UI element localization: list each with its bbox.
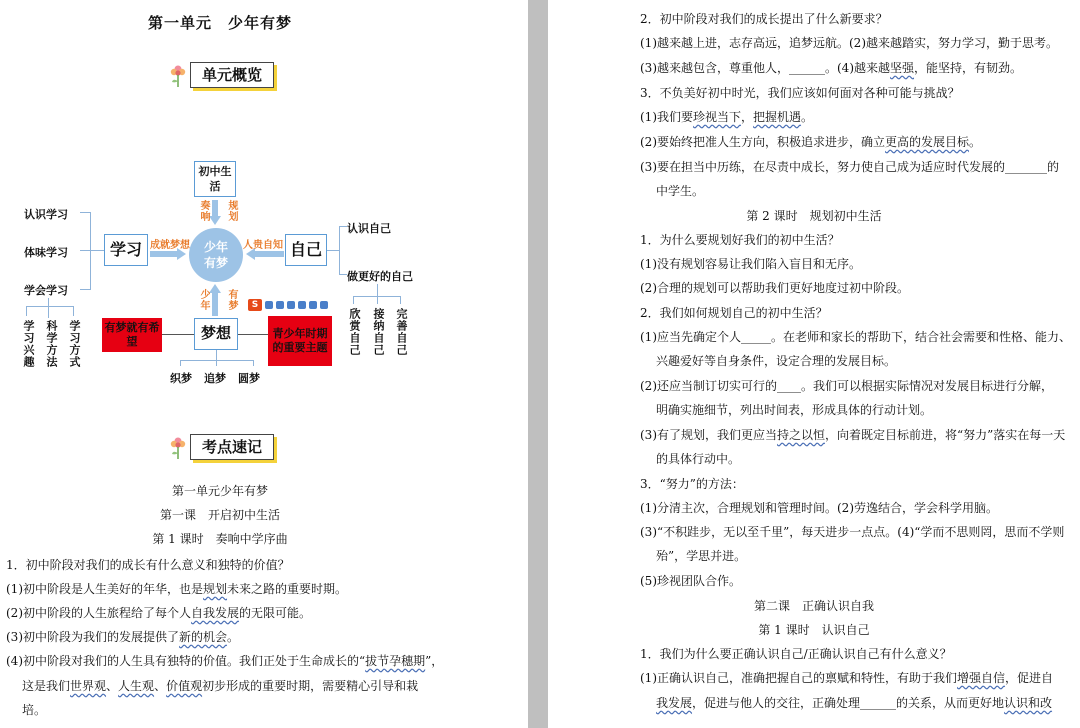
right-sub-item: 接纳自己 xyxy=(372,308,385,356)
flower-icon xyxy=(168,434,188,460)
diagram-center-circle xyxy=(189,228,243,282)
sogou-logo-icon[interactable]: S xyxy=(248,299,262,311)
answer-2-2: (3)越来越包含，尊重他人，______。(4)越来越坚强，能坚持，有韧劲。 xyxy=(640,61,1023,75)
toolbar-icon[interactable] xyxy=(320,301,328,309)
toolbar-icon[interactable] xyxy=(298,301,306,309)
period-heading: 第 1 课时 奏响中学序曲 xyxy=(152,532,288,546)
answer-1-4-end: 培。 xyxy=(22,703,47,717)
left-sub-item: 科学方法 xyxy=(45,320,58,368)
top-arrow-label-right: 规划 xyxy=(226,200,237,222)
answer-5-3-cont: 的具体行动中。 xyxy=(656,452,741,466)
top-arrow-label-left: 奏响 xyxy=(198,200,209,222)
red-highlight-right: 青少年时期的重要主题 xyxy=(268,316,332,366)
answer-1-1: (1)初中阶段是人生美好的年华，也是规划未来之路的重要时期。 xyxy=(6,582,348,596)
unit-title: 第一单元 少年有梦 xyxy=(147,14,292,32)
right-item: 做更好的自己 xyxy=(347,270,413,283)
right-sub-item: 欣赏自己 xyxy=(348,308,361,356)
left-item: 体味学习 xyxy=(24,246,68,259)
overview-banner xyxy=(168,60,274,90)
answer-6-2-cont: 殆”，学思并进。 xyxy=(656,549,747,563)
answer-5-3: (3)有了规划，我们更应当持之以恒，向着既定目标前进，将“努力”落实在每一天 xyxy=(640,428,1066,442)
left-item: 认识学习 xyxy=(24,208,68,221)
right-item: 认识自己 xyxy=(347,222,391,235)
key-points-banner xyxy=(168,432,274,462)
toolbar-icon[interactable] xyxy=(265,301,273,309)
question-1: 1．初中阶段对我们的成长有什么意义和独特的价值？ xyxy=(6,558,290,572)
left-sub-item: 学习方式 xyxy=(68,320,81,368)
bottom-item: 追梦 xyxy=(204,372,226,385)
diagram-top-box: 初中生活 xyxy=(194,161,236,197)
answer-6-2: (3)“不积跬步，无以至千里”，每天进步一点点。(4)“学而不思则罔，思而不学则 xyxy=(640,525,1065,539)
answer-4-2: (2)合理的规划可以帮助我们更好地度过初中阶段。 xyxy=(640,281,909,295)
floating-toolbar[interactable] xyxy=(248,299,328,311)
concept-diagram xyxy=(0,150,528,400)
left-item: 学会学习 xyxy=(24,284,68,297)
answer-5-1: (1)应当先确定个人_____。在老师和家长的帮助下，结合社会需要和性格、能力、 xyxy=(640,330,1072,344)
toolbar-icon[interactable] xyxy=(309,301,317,309)
diagram-left-box: 学习 xyxy=(104,234,148,266)
answer-1-4: (4)初中阶段对我们的人生具有独特的价值。我们正处于生命成长的“拔节孕穗期”， xyxy=(6,654,444,668)
answer-2-1: (1)越来越上进，志存高远，追梦远航。(2)越来越踏实，努力学习，勤于思考。 xyxy=(640,36,1058,50)
right-arrow-label: 人贵自知 xyxy=(243,240,283,251)
answer-1-2: (2)初中阶段的人生旅程给了每个人自我发展的无限可能。 xyxy=(6,606,312,620)
flower-icon xyxy=(168,62,188,88)
bottom-arrow-label-right: 有梦 xyxy=(226,289,237,311)
diagram-center-label: 少年有梦 xyxy=(203,240,228,270)
question-3: 3．不负美好初中时光，我们应该如何面对各种可能与挑战？ xyxy=(640,86,960,100)
diagram-right-box: 自己 xyxy=(285,234,327,266)
answer-1-3: (3)初中阶段为我们的发展提供了新的机会。 xyxy=(6,630,240,644)
answer-1-4-cont: 这是我们世界观、人生观、价值观初步形成的重要时期，需要精心引导和栽 xyxy=(22,679,419,693)
period-3-heading: 第 1 课时 认识自己 xyxy=(758,623,870,637)
diagram-bottom-box: 梦想 xyxy=(194,318,238,350)
unit-heading: 第一单元少年有梦 xyxy=(171,484,268,498)
answer-5-2-cont: 明确实施细节，列出时间表，形成具体的行动计划。 xyxy=(656,403,933,417)
answer-7-1: (1)正确认识自己，准确把握自己的禀赋和特性，有助于我们增强自信，促进自 xyxy=(640,671,1054,685)
question-6: 3．“努力”的方法： xyxy=(640,477,744,491)
answer-3-2: (2)要始终把准人生方向，积极追求进步，确立更高的发展目标。 xyxy=(640,135,982,149)
red-highlight-left: 有梦就有希望 xyxy=(102,318,162,352)
answer-5-2: (2)还应当制订切实可行的____。我们可以根据实际情况对发展目标进行分解， xyxy=(640,379,1054,393)
question-2: 2．初中阶段对我们的成长提出了什么新要求？ xyxy=(640,12,888,26)
toolbar-icon[interactable] xyxy=(287,301,295,309)
bottom-item: 织梦 xyxy=(170,372,192,385)
bottom-arrow-label-left: 少年 xyxy=(198,289,209,311)
answer-7-1-cont: 我发展，促进与他人的交往，正确处理______的关系，从而更好地认识和改 xyxy=(656,696,1053,710)
lesson-2-heading: 第二课 正确认识自我 xyxy=(753,599,874,613)
answer-6-1: (1)分清主次，合理规划和管理时间。(2)劳逸结合，学会科学用脑。 xyxy=(640,501,998,515)
answer-4-1: (1)没有规划容易让我们陷入盲目和无序。 xyxy=(640,257,861,271)
right-sub-item: 完善自己 xyxy=(395,308,408,356)
right-page xyxy=(548,0,1080,728)
left-page xyxy=(0,0,528,728)
bottom-item: 圆梦 xyxy=(238,372,260,385)
answer-3-3: (3)要在担当中历练，在尽责中成长，努力使自己成为适应时代发展的_______的 xyxy=(640,160,1060,174)
left-sub-item: 学习兴趣 xyxy=(22,320,35,368)
answer-5-1-cont: 兴趣爱好等自身条件，设定合理的发展目标。 xyxy=(656,354,897,368)
left-arrow-label: 成就梦想 xyxy=(150,240,190,251)
answer-3-3-cont: 中学生。 xyxy=(656,184,705,198)
question-4: 1．为什么要规划好我们的初中生活？ xyxy=(640,233,840,247)
period-2-heading: 第 2 课时 规划初中生活 xyxy=(746,209,882,223)
overview-banner-label: 单元概览 xyxy=(190,62,274,88)
toolbar-icon[interactable] xyxy=(276,301,284,309)
answer-6-3: (5)珍视团队合作。 xyxy=(640,574,741,588)
key-points-banner-label: 考点速记 xyxy=(190,434,274,460)
answer-3-1: (1)我们要珍视当下，把握机遇。 xyxy=(640,110,814,124)
question-5: 2．我们如何规划自己的初中生活？ xyxy=(640,306,828,320)
lesson-heading: 第一课 开启初中生活 xyxy=(159,508,280,522)
question-7: 1．我们为什么要正确认识自己/正确认识自己有什么意义？ xyxy=(640,647,952,661)
